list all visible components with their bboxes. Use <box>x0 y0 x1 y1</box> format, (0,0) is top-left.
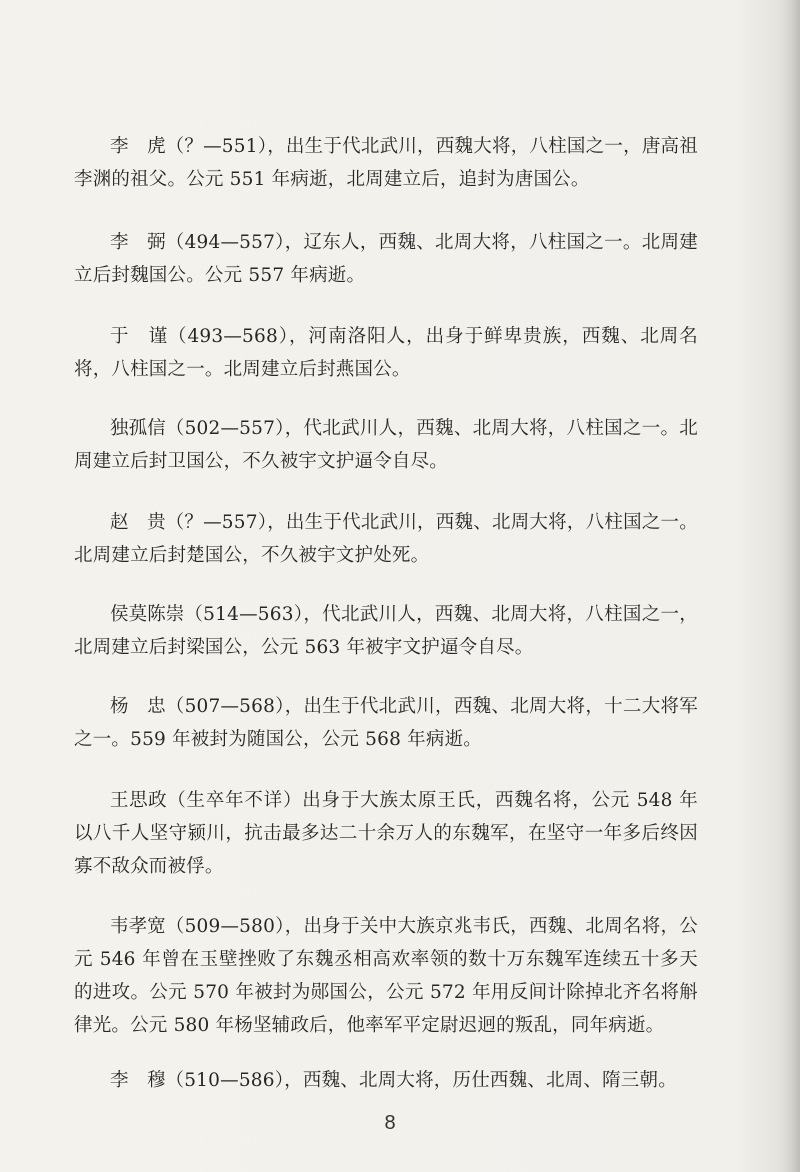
entry-name: 李 穆 <box>110 1070 166 1091</box>
entry-name: 韦孝宽 <box>110 916 166 937</box>
entry-yu-jin <box>74 320 698 386</box>
entry-dugu-xin <box>74 412 698 478</box>
entry-text: （？—551），出生于代北武川，西魏大将，八柱国之一，唐高祖李渊的祖父。公元 551 年病逝，北周建立后，追封为唐国公。 <box>74 136 698 190</box>
entry-wei-xiaokuan <box>74 910 698 1042</box>
entry-name: 于 谨 <box>110 326 168 347</box>
entry-yang-zhong <box>74 690 698 756</box>
entry-name: 李 虎 <box>110 136 166 157</box>
entry-text: （510—586），西魏、北周大将，历仕西魏、北周、隋三朝。 <box>165 1070 677 1091</box>
entry-text: （507—568），出生于代北武川，西魏、北周大将，十二大将军之一。559 年被封为随国公，公元 568 年病逝。 <box>74 696 698 750</box>
page-number: 8 <box>384 1112 396 1134</box>
entry-name: 王思政 <box>110 790 168 811</box>
entry-text: （502—557），代北武川人，西魏、北周大将，八柱国之一。北周建立后封卫国公，不久被宇文护逼令自尽。 <box>74 418 698 472</box>
entry-text: （？—557），出生于代北武川，西魏、北周大将，八柱国之一。北周建立后封楚国公，不久被宇文护处死。 <box>74 512 698 566</box>
entry-text: （509—580），出身于关中大族京兆韦氏，西魏、北周名将，公元 546 年曾在玉壁挫败了东魏丞相高欢率领的数十万东魏军连续五十多天的进攻。公元 570 年被封为郧国公，公元 572 年用反间计除掉北齐名将斛律光。公元 580 年杨坚辅政后，他率军平定尉迟迥的叛乱，同年病逝。 <box>74 916 698 1036</box>
entry-text: （493—568），河南洛阳人，出身于鲜卑贵族，西魏、北周名将，八柱国之一。北周建立后封燕国公。 <box>74 326 698 380</box>
entry-text: （514—563），代北武川人，西魏、北周大将，八柱国之一，北周建立后封梁国公，公元 563 年被宇文护逼令自尽。 <box>74 604 698 658</box>
entry-text: （494—557），辽东人，西魏、北周大将，八柱国之一。北周建立后封魏国公。公元 557 年病逝。 <box>74 232 698 286</box>
entry-li-hu <box>74 130 698 196</box>
entry-li-bi <box>74 226 698 292</box>
entry-text: （生卒年不详）出身于大族太原王氏，西魏名将，公元 548 年以八千人坚守颍川，抗击最多达二十余万人的东魏军，在坚守一年多后终因寡不敌众而被俘。 <box>74 790 698 877</box>
entry-name: 独孤信 <box>110 418 166 439</box>
entry-houmo-chenchong <box>74 598 698 664</box>
entry-name: 赵 贵 <box>110 512 166 533</box>
entry-wang-sizheng <box>74 784 698 883</box>
entry-zhao-gui <box>74 506 698 572</box>
entry-name: 侯莫陈崇 <box>110 604 185 625</box>
page-edge-shadow <box>782 0 800 1172</box>
entry-li-mu <box>74 1064 698 1097</box>
entry-name: 杨 忠 <box>110 696 166 717</box>
entry-name: 李 弼 <box>110 232 166 253</box>
